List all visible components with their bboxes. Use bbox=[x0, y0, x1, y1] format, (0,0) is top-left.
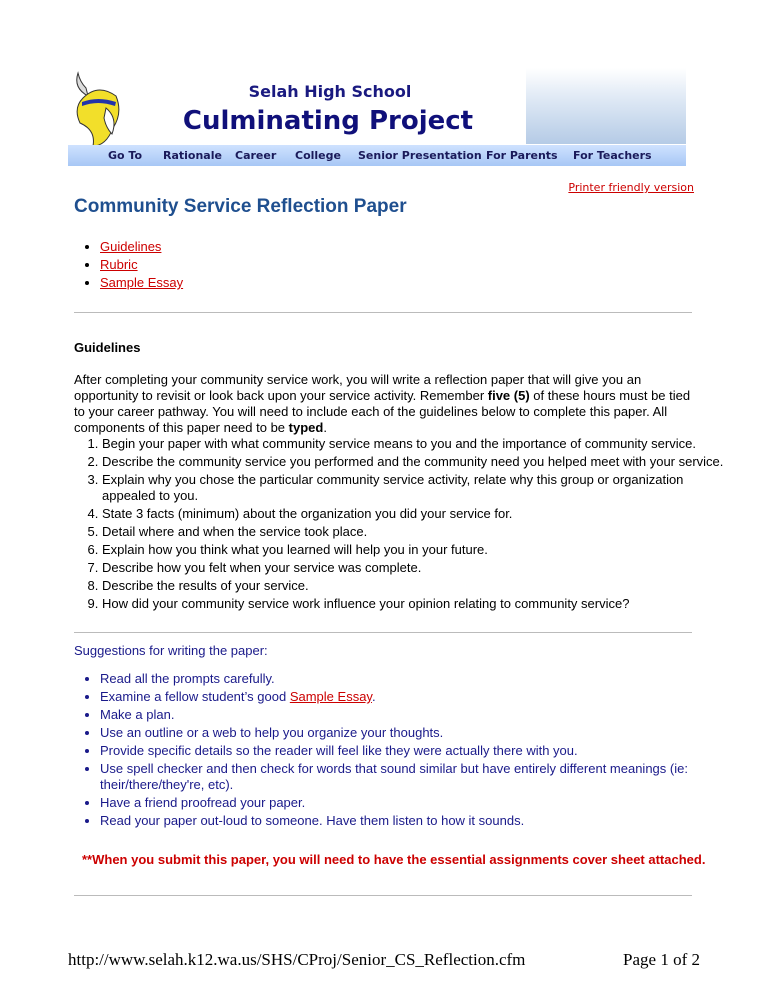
viking-logo-icon bbox=[68, 68, 130, 148]
list-item: 9. How did your community service work influence your opinion relating to community service? bbox=[102, 596, 724, 612]
nav-career[interactable]: Career bbox=[235, 149, 277, 162]
nav-senior-presentation[interactable]: Senior Presentation bbox=[358, 149, 482, 162]
list-item: 4. State 3 facts (minimum) about the organization you did your service for. bbox=[102, 506, 724, 522]
toc-sample-essay-link[interactable]: Sample Essay bbox=[100, 275, 184, 290]
list-item bbox=[100, 689, 722, 705]
table-of-contents bbox=[74, 238, 183, 292]
list-item: • Use an outline or a web to help you organize your thoughts. bbox=[100, 725, 722, 741]
nav-for-teachers[interactable]: For Teachers bbox=[573, 149, 652, 162]
suggestions-list bbox=[74, 671, 722, 831]
toc-guidelines-link[interactable]: Guidelines bbox=[100, 239, 162, 254]
nav-college[interactable]: College bbox=[295, 149, 341, 162]
main-nav bbox=[68, 145, 686, 166]
list-item: • Have a friend proofread your paper. bbox=[100, 795, 722, 811]
guidelines-intro bbox=[74, 372, 696, 436]
submission-note: **When you submit this paper, you will need to have the essential assignments cover sheet attached. bbox=[82, 852, 706, 867]
list-item: • Make a plan. bbox=[100, 707, 722, 723]
list-item: 6. Explain how you think what you learned will help you in your future. bbox=[102, 542, 724, 558]
project-title: Culminating Project bbox=[182, 106, 474, 136]
list-item: 3. Explain why you chose the particular community service activity, relate why this group or organization appealed to you. bbox=[102, 472, 724, 504]
list-item: • Provide specific details so the reader will feel like they were actually there with you. bbox=[100, 743, 722, 759]
list-item: • Use spell checker and then check for words that sound similar but have entirely different meanings (ie: their/there/they're, etc). bbox=[100, 761, 722, 793]
intro-text: of these hours must be tied to your career pathway. You will need to include each of the guidelines below to complete this paper. All components of this paper need to be bbox=[74, 388, 691, 435]
list-item: 5. Detail where and when the service took place. bbox=[102, 524, 724, 540]
intro-text: . bbox=[323, 420, 327, 435]
school-building-image bbox=[526, 68, 686, 144]
footer-url: http://www.selah.k12.wa.us/SHS/CProj/Senior_CS_Reflection.cfm bbox=[68, 950, 526, 969]
item-text: . bbox=[371, 689, 376, 704]
item-text: Examine a fellow student’s good bbox=[100, 689, 290, 704]
list-item: 8. Describe the results of your service. bbox=[102, 578, 724, 594]
sample-essay-link[interactable]: Sample Essay bbox=[289, 689, 372, 704]
divider bbox=[74, 895, 692, 896]
page-title: Community Service Reflection Paper bbox=[74, 196, 407, 217]
guidelines-list bbox=[74, 436, 724, 614]
nav-go-to[interactable]: Go To bbox=[108, 149, 143, 162]
intro-text: After completing your community service work, you will write a reflection paper that will give you an opportunity to revisit or look back upon your service activity. Remember bbox=[74, 372, 642, 403]
suggestions-heading: Suggestions for writing the paper: bbox=[74, 643, 268, 658]
intro-bold: typed bbox=[288, 420, 324, 435]
divider bbox=[74, 632, 692, 633]
footer-page-number: Page 1 of 2 bbox=[623, 950, 700, 969]
divider bbox=[74, 312, 692, 313]
list-item: 7. Describe how you felt when your service was complete. bbox=[102, 560, 724, 576]
site-banner bbox=[68, 68, 686, 166]
guidelines-heading: Guidelines bbox=[74, 340, 141, 355]
school-name: Selah High School bbox=[248, 82, 412, 101]
list-item: • Read all the prompts carefully. bbox=[100, 671, 722, 687]
printer-friendly-link[interactable]: Printer friendly version bbox=[568, 181, 694, 194]
list-item: 2. Describe the community service you performed and the community need you helped meet with your service. bbox=[102, 454, 724, 470]
nav-rationale[interactable]: Rationale bbox=[163, 149, 222, 162]
intro-bold: five (5) bbox=[487, 388, 530, 403]
list-item: 1. Begin your paper with what community service means to you and the importance of community service. bbox=[102, 436, 724, 452]
list-item: • Read your paper out-loud to someone. Have them listen to how it sounds. bbox=[100, 813, 722, 829]
toc-rubric-link[interactable]: Rubric bbox=[100, 257, 138, 272]
nav-for-parents[interactable]: For Parents bbox=[486, 149, 558, 162]
